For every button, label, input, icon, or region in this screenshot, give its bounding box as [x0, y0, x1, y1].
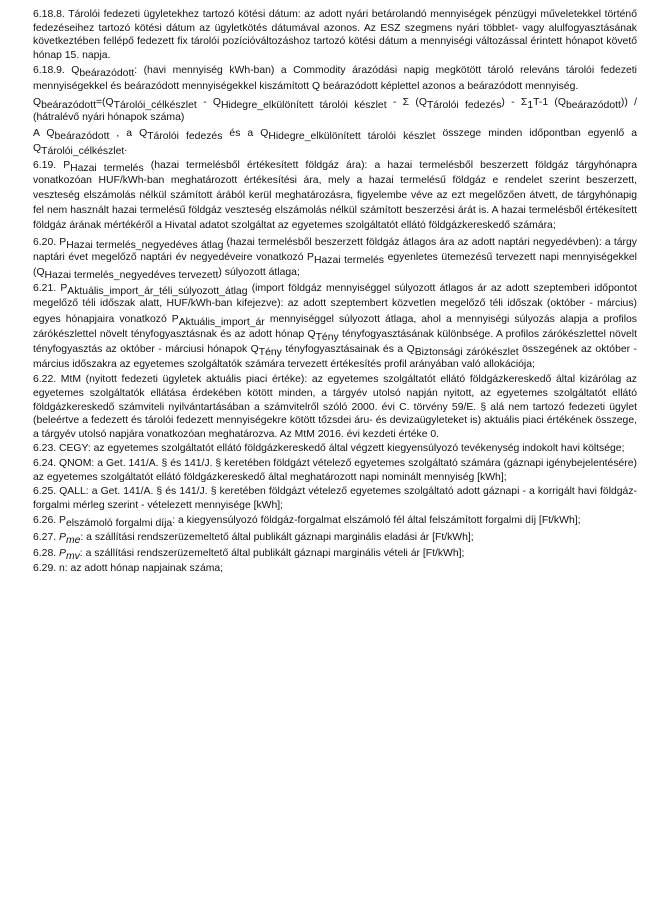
paragraph-sum-statement [33, 126, 637, 156]
subscript: Tárolói fedezés [426, 99, 502, 111]
formula-part: )) / (hátralévő nyári hónapok száma) [33, 96, 637, 123]
subscript: Aktuális_import_ár_téli_súlyozott_átlag [67, 286, 248, 298]
term: 6.19. P [33, 159, 71, 171]
subscript: Tárolói_célkészlet [41, 146, 125, 158]
subscript: Hazai termelés_negyedéves tervezett [44, 270, 219, 282]
subscript: Hazai termelés [313, 254, 384, 266]
term-symbol: P [59, 531, 66, 543]
formula-part: - Σ (Q [386, 96, 427, 108]
paragraph-6-22: 6.22. MtM (nyitott fedezeti ügyletek aktuális piaci értéke): az egyetemes szolgáltatót ellátó földgázkereskedő által kizárólag az egyetemes szolgáltatók ellátása érdekében kötött minden, a tárgyév utolsó napján nyitott, az egyetemes szolgáltatót ellátó földgázkereskedő számviteli nyilvántartásában a számvitelről szóló 2000. évi C. törvény 59/E. § alá nem tartozó fedezeti ügylet (beleértve a fedezett és tárolói fedezett mennyiségekre kötött tőzsdei áru- és devizaügyleteket is) aktuális piaci értékének összege, a tárgyév utolsó napjára vonatkozóan meghatározva. Az MtM 2016. évi kezdeti értéke 0. [33, 374, 637, 440]
definition-text: összegének az október - március időszakra az egyetemes szolgáltatók számára tervezett értékesítés profil arányában való allokációja; [33, 344, 638, 371]
subscript: Hidegre_elkülönített tárolói készlet [268, 131, 436, 143]
subscript: beárazódott [41, 99, 96, 111]
paragraph-6-26 [33, 513, 637, 528]
definition-text: ) súlyozott átlaga; [218, 267, 300, 279]
subscript: Tárolói fedezés [147, 131, 223, 143]
formula-part: ) - Σ [501, 96, 528, 108]
term: 6.20. P [33, 236, 67, 248]
definition-text: tényfogyasztásainak és a Q [281, 344, 415, 356]
paragraph-6-28 [33, 546, 637, 561]
subscript: beárazódott [79, 68, 135, 80]
subscript: Hidegre_elkülönített tárolói készlet [220, 99, 387, 111]
definition-text: : a kiegyensúlyozó földgáz-forgalmat elszámoló fél által felszámított forgalmi díj [Ft/kWh]; [172, 515, 581, 527]
term: 6.18.9. Q [33, 65, 80, 77]
term: 6.21. P [33, 283, 68, 295]
formula-q-beárazódott [33, 95, 637, 125]
subscript: elszámoló forgalmi díja [65, 518, 173, 530]
definition-text: mennyiséggel súlyozott átlaga, ahol a mennyiségi súlyozás alapja a profilos zárókészlettel növelt tényfogyasztásnak és az adott hónap Q [33, 313, 637, 340]
subscript: Hazai termelés_negyedéves átlag [66, 239, 224, 251]
text-part: , a Q [109, 128, 148, 140]
paragraph-6-27 [33, 530, 637, 545]
paragraph-6-29: 6.29. n: az adott hónap napjainak száma; [33, 562, 224, 574]
paragraph-6-24: 6.24. QNOM: a Get. 141/A. § és 141/J. § keretében földgázt vételező egyetemes szolgáltató számára (gáznapi igénybejelentésére) az egyetemes szolgáltatót ellátó földgázkereskedő által meghatározott napi nominált mennyiség [kWh]; [33, 458, 637, 483]
definition-text: : a szállítási rendszerüzemeltető által publikált gáznapi marginális eladási ár [Ft/kWh]; [80, 531, 474, 543]
text-part: . [124, 143, 128, 155]
subscript: beárazódott [565, 99, 621, 111]
subscript: me [65, 534, 81, 546]
formula-part: T-1 (Q [533, 96, 566, 108]
paragraph-6-18-8: 6.18.8. Tárolói fedezeti ügyletekhez tartozó kötési dátum: az adott nyári betárolandó mennyiségek pénzügyi műveletekkel történő fedezéseihez tartozó kötési dátum az ügyletkötés dátumával azonos. Az ESZ szegmens nyári többlet- vagy alulfogyasztásának következtében fellépő fedezett fix tárolói pozícióváltozáshoz tartozó kötési dátum a mennyiségi változással érintett hónapot követő hónap 15. napja. [33, 9, 637, 61]
text-part: A Q [33, 128, 55, 140]
paragraph-6-25: 6.25. QALL: a Get. 141/A. § és 141/J. § keretében földgázt vételező egyetemes szolgáltató adott gáznapi - a korrigált havi földgáz-forgalmi mérleg szerint - vételezett mennyisége [kWh]; [33, 486, 637, 511]
subscript: Tárolói_célkészlet [113, 99, 197, 111]
term-number: 6.27. [33, 531, 59, 543]
term-number: 6.28. [33, 547, 59, 559]
definition-text: tényfogyasztásának különbsége. A profilos zárókészlettel növelt tényfogyasztás az október - márciusi hónapok Q [33, 328, 638, 356]
paragraph-6-19 [33, 158, 637, 234]
definition-text: : a szállítási rendszerüzemeltető által publikált gáznapi marginális vételi ár [Ft/kWh]; [79, 547, 465, 559]
subscript: Hazai termelés [70, 162, 144, 174]
text-part: összege minden időpontban egyenlő a Q [33, 128, 637, 155]
subscript: Tény [315, 331, 339, 343]
paragraph-6-18-9 [33, 63, 637, 93]
definition-text: : (havi mennyiség kWh-ban) a Commodity árazódási napig megkötött tároló releváns tárolói fedezeti mennyiségekkel és beárazódott mennyiségekkel kiszámított Q beárazódott képlettel azonos a beárazódott mennyiség. [33, 65, 637, 92]
subscript: Tény [258, 347, 282, 359]
formula-part: Q [33, 96, 42, 108]
paragraph-6-23: 6.23. CEGY: az egyetemes szolgáltatót ellátó földgázkereskedő által végzett kiegyensúlyozó tevékenység indokolt havi költsége; [33, 443, 625, 455]
term-symbol: P [59, 547, 66, 559]
subscript: Biztonsági zárókészlet [414, 347, 519, 359]
definition-text: egyenletes ütemezésű tervezett napi mennyiségekkel (Q [33, 251, 637, 279]
definition-text: (hazai termelésből beszerzett földgáz átlagos ára az adott naptári negyedévben): a tárgy naptári évet megelőző naptári év negyedéveire vonatkozó P [33, 236, 637, 263]
formula-part: =(Q [95, 96, 114, 108]
definition-text: (import földgáz mennyiséggel súlyozott átlagos ár az adott szeptemberi időpontot megelőző téli időszak alatt, HUF/kWh-ban kifejezve): az adott szeptembert közvetlen megelőző téli időszak (október - március) egyes hónapjaira vonatkozó P [33, 283, 637, 325]
text-part: és a Q [222, 128, 269, 140]
term: 6.26. P [33, 515, 66, 527]
paragraph-6-21 [33, 281, 637, 372]
definition-text: (hazai termelésből értékesített földgáz ára): a hazai termelésből beszerzett földgáz tárgyhónapra vonatkozóan HUF/kWh-ban meghatározott értékesítési ára, mely a hazai termelésű földgáz e rendelet szerint beszerzett, veszteség elszámolás nélkül számított árából kerül meghatározásra, figyelembe véve az ezt megelőzően átvett, de tárgyhónapig fel nem használt hazai termelésű földgáz veszteség elszámolás nélkül számított beszerzési árát is. A hazai termelésből értékesített földgáz árának mértékéről a Hivatal adatot szolgáltat az egyetemes szolgáltatót ellátó földgázkereskedő számára; [33, 159, 637, 232]
subscript: beárazódott [54, 131, 110, 143]
formula-part: - Q [196, 96, 221, 108]
subscript: 1 [527, 99, 534, 111]
subscript: mv [65, 550, 80, 562]
subscript: Aktuális_import_ár [178, 316, 265, 328]
paragraph-6-20 [33, 235, 637, 281]
